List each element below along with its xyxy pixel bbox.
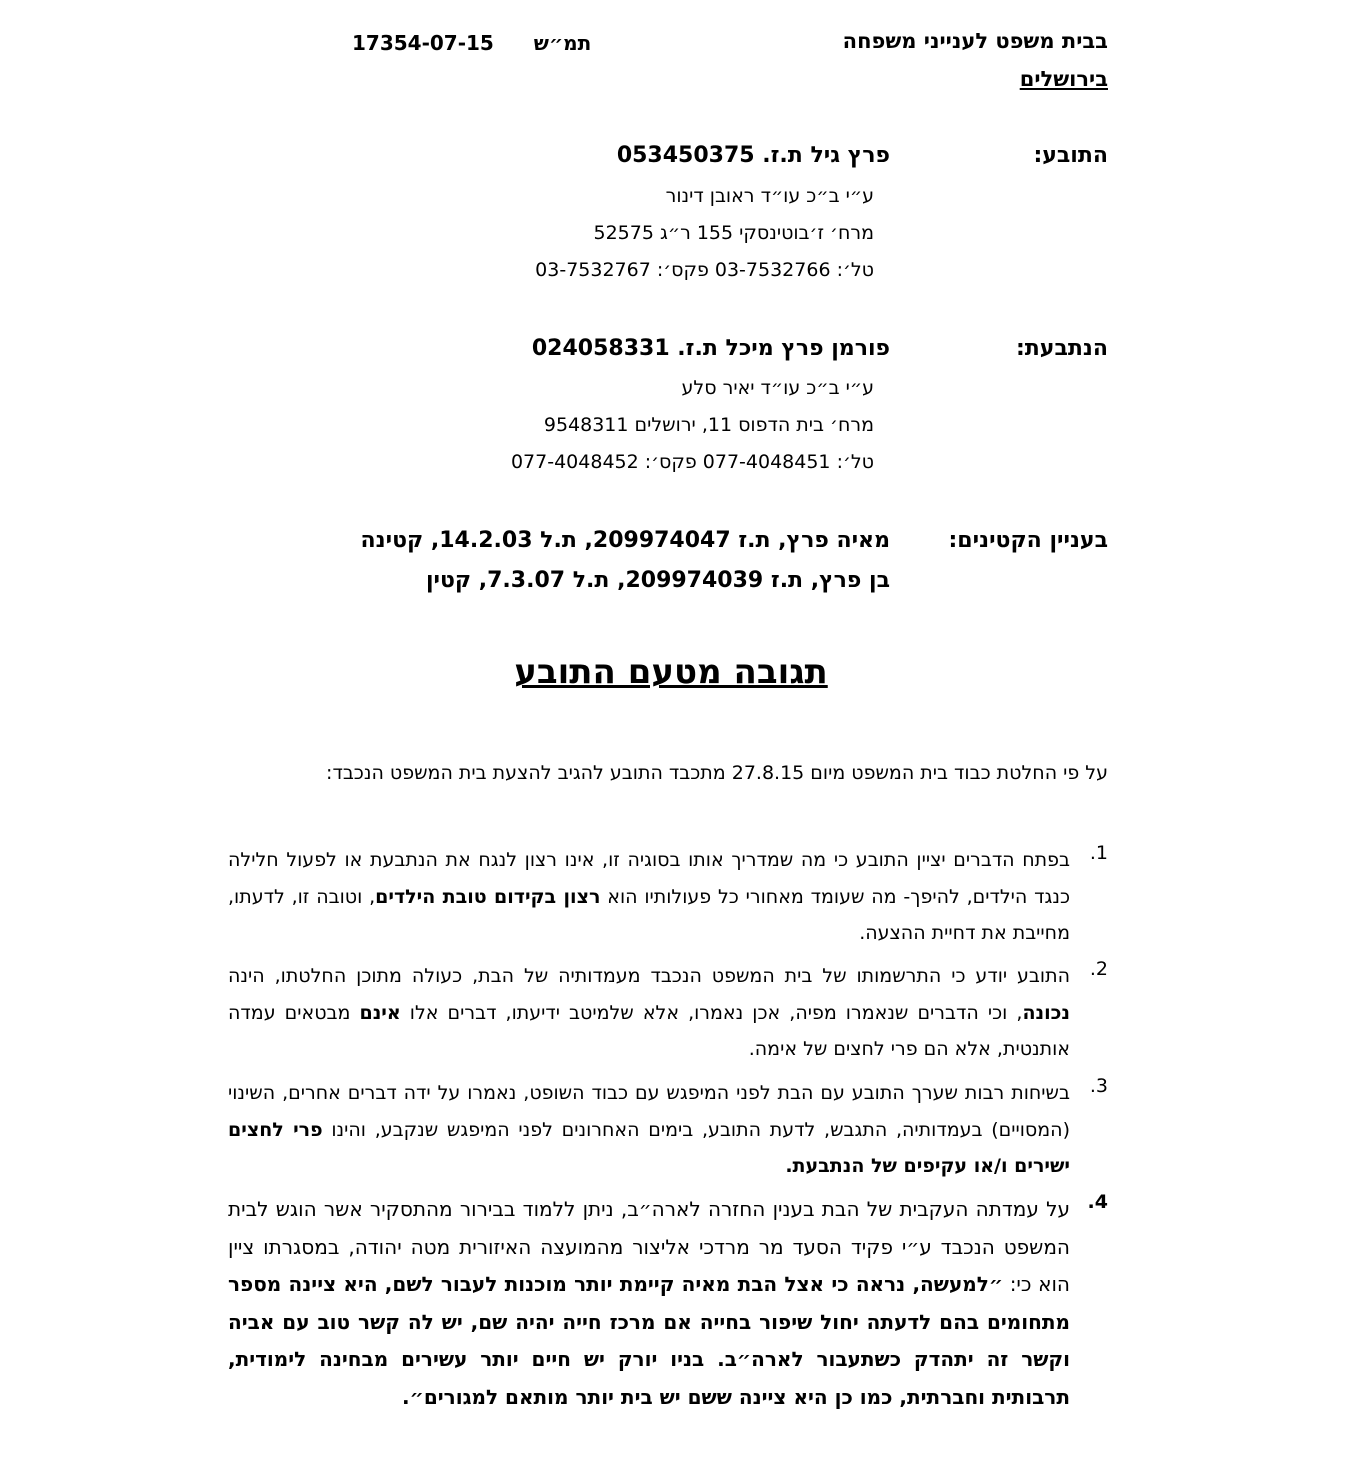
emphasis: נכונה (1022, 1001, 1070, 1024)
defendant-counsel: ע״י ב״כ עו״ד יאיר סלע (681, 377, 874, 399)
paragraph-text: בפתח הדברים יציין התובע כי מה שמדריך אותו בסוגיה זו, אינו רצון לנגח את הנתבעת או לפעול חלילה כנגד הילדים, להיפך- מה שעומד מאחורי כל פעולותיו הוא רצון בקידום טובת הילדים, וטובה זו, לדעתו, מחייבת את דחיית ההצעה. (228, 849, 1071, 944)
paragraph-text: בשיחות רבות שערך התובע עם הבת לפני המיפגש עם כבוד השופט, נאמרו על ידה דברים אחרים, השינוי (המסויים) בעמדותיה, התגבש, לדעת התובע, בימים האחרונים לפני המיפגש שנקבע, והינו פרי לחצים ישירים ו/או עקיפים של הנתבעת. (228, 1082, 1070, 1177)
court-name: בבית משפט לענייני משפחה (842, 29, 1108, 53)
emphasis: אינם (359, 1001, 401, 1024)
defendant-label: הנתבעת: (1015, 336, 1108, 361)
case-prefix: תמ״ש (533, 31, 592, 55)
document-title: תגובה מטעם התובע (514, 652, 828, 692)
defendant-address: מרח׳ בית הדפוס 11, ירושלים 9548311 (543, 414, 874, 436)
case-number: 17354-07-15 (352, 31, 494, 55)
paragraph-3 (228, 1075, 1108, 1185)
paragraph-number: 2. (1089, 958, 1108, 980)
case-number-line (352, 31, 591, 55)
plaintiff-counsel: ע״י ב״כ עו״ד ראובן דינור (665, 185, 874, 207)
emphasis: רצון בקידום טובת הילדים (375, 885, 601, 908)
plaintiff-phone: טל׳: 03-7532766 פקס׳: 03-7532767 (535, 259, 874, 281)
plaintiff-name: פרץ גיל ת.ז. 053450375 (616, 143, 890, 168)
defendant-phone: טל׳: 077-4048451 פקס׳: 077-4048452 (510, 451, 874, 473)
intro-text: על פי החלטת כבוד בית המשפט מיום 27.8.15 מתכבד התובע להגיב להצעת בית המשפט הנכבד: (326, 762, 1108, 784)
paragraph-number: 1. (1089, 842, 1108, 864)
paragraph-number: 4. (1087, 1191, 1108, 1213)
paragraph-1 (228, 842, 1108, 952)
paragraph-text: על עמדתה העקבית של הבת בענין החזרה לארה״ב, ניתן ללמוד בבירור מהתסקיר אשר הוגש לבית המשפט הנכבד ע״י פקיד הסעד מר מרדכי אליצור מהמועצה האיזורית מטה יהודה, במסגרתו ציין הוא כי: ״למעשה, נראה כי אצל הבת מאיה קיימת יותר מוכנות לעבור לשם, היא ציינה מספר מתחומים בהם לדעתה יחול שיפור בחייה אם מרכז חייה יהיה שם, יש לה קשר טוב עם אביה וקשר זה יתהדק כשתעבור לארה״ב. בניו יורק יש חיים יותר עשירים מבחינה לימודית, תרבותית וחברתית, כמו כן היא ציינה ששם יש בית יותר מותאם למגורים״. (228, 1197, 1071, 1409)
paragraph-number: 3. (1089, 1075, 1108, 1097)
defendant-name: פורמן פרץ מיכל ת.ז. 024058331 (531, 336, 890, 361)
quote: ״למעשה, נראה כי אצל הבת מאיה קיימת יותר מוכנות לעבור לשם, היא ציינה מספר מתחומים בהם לדעתה יחול שיפור בחייה אם מרכז חייה יהיה שם, יש לה קשר טוב עם אביה וקשר זה יתהדק כשתעבור לארה״ב. בניו יורק יש חיים יותר עשירים מבחינה לימודית, תרבותית וחברתית, כמו כן היא ציינה ששם יש בית יותר מותאם למגורים״. (228, 1272, 1070, 1409)
minor-2: בן פרץ, ת.ז 209974039, ת.ל 7.3.07, קטין (425, 568, 890, 593)
paragraph-4 (228, 1191, 1108, 1416)
court-city: בירושלים (1019, 67, 1108, 91)
plaintiff-address: מרח׳ ז׳בוטינסקי 155 ר״ג 52575 (593, 222, 874, 244)
plaintiff-label: התובע: (1033, 143, 1108, 168)
paragraph-text: התובע יודע כי התרשמותו של בית המשפט הנכבד מעמדותיה של הבת, כעולה מתוכן החלטתו, הינה נכונה, וכי הדברים שנאמרו מפיה, אכן נאמרו, אלא שלמיטב ידיעתו, דברים אלו אינם מבטאים עמדה אותנטית, אלא הם פרי לחצים של אימה. (228, 965, 1070, 1060)
paragraph-2 (228, 958, 1108, 1068)
minor-1: מאיה פרץ, ת.ז 209974047, ת.ל 14.2.03, קטינה (360, 528, 890, 553)
emphasis: פרי לחצים ישירים ו/או עקיפים של הנתבעת. (228, 1118, 1070, 1177)
minors-label: בעניין הקטינים: (948, 528, 1108, 553)
